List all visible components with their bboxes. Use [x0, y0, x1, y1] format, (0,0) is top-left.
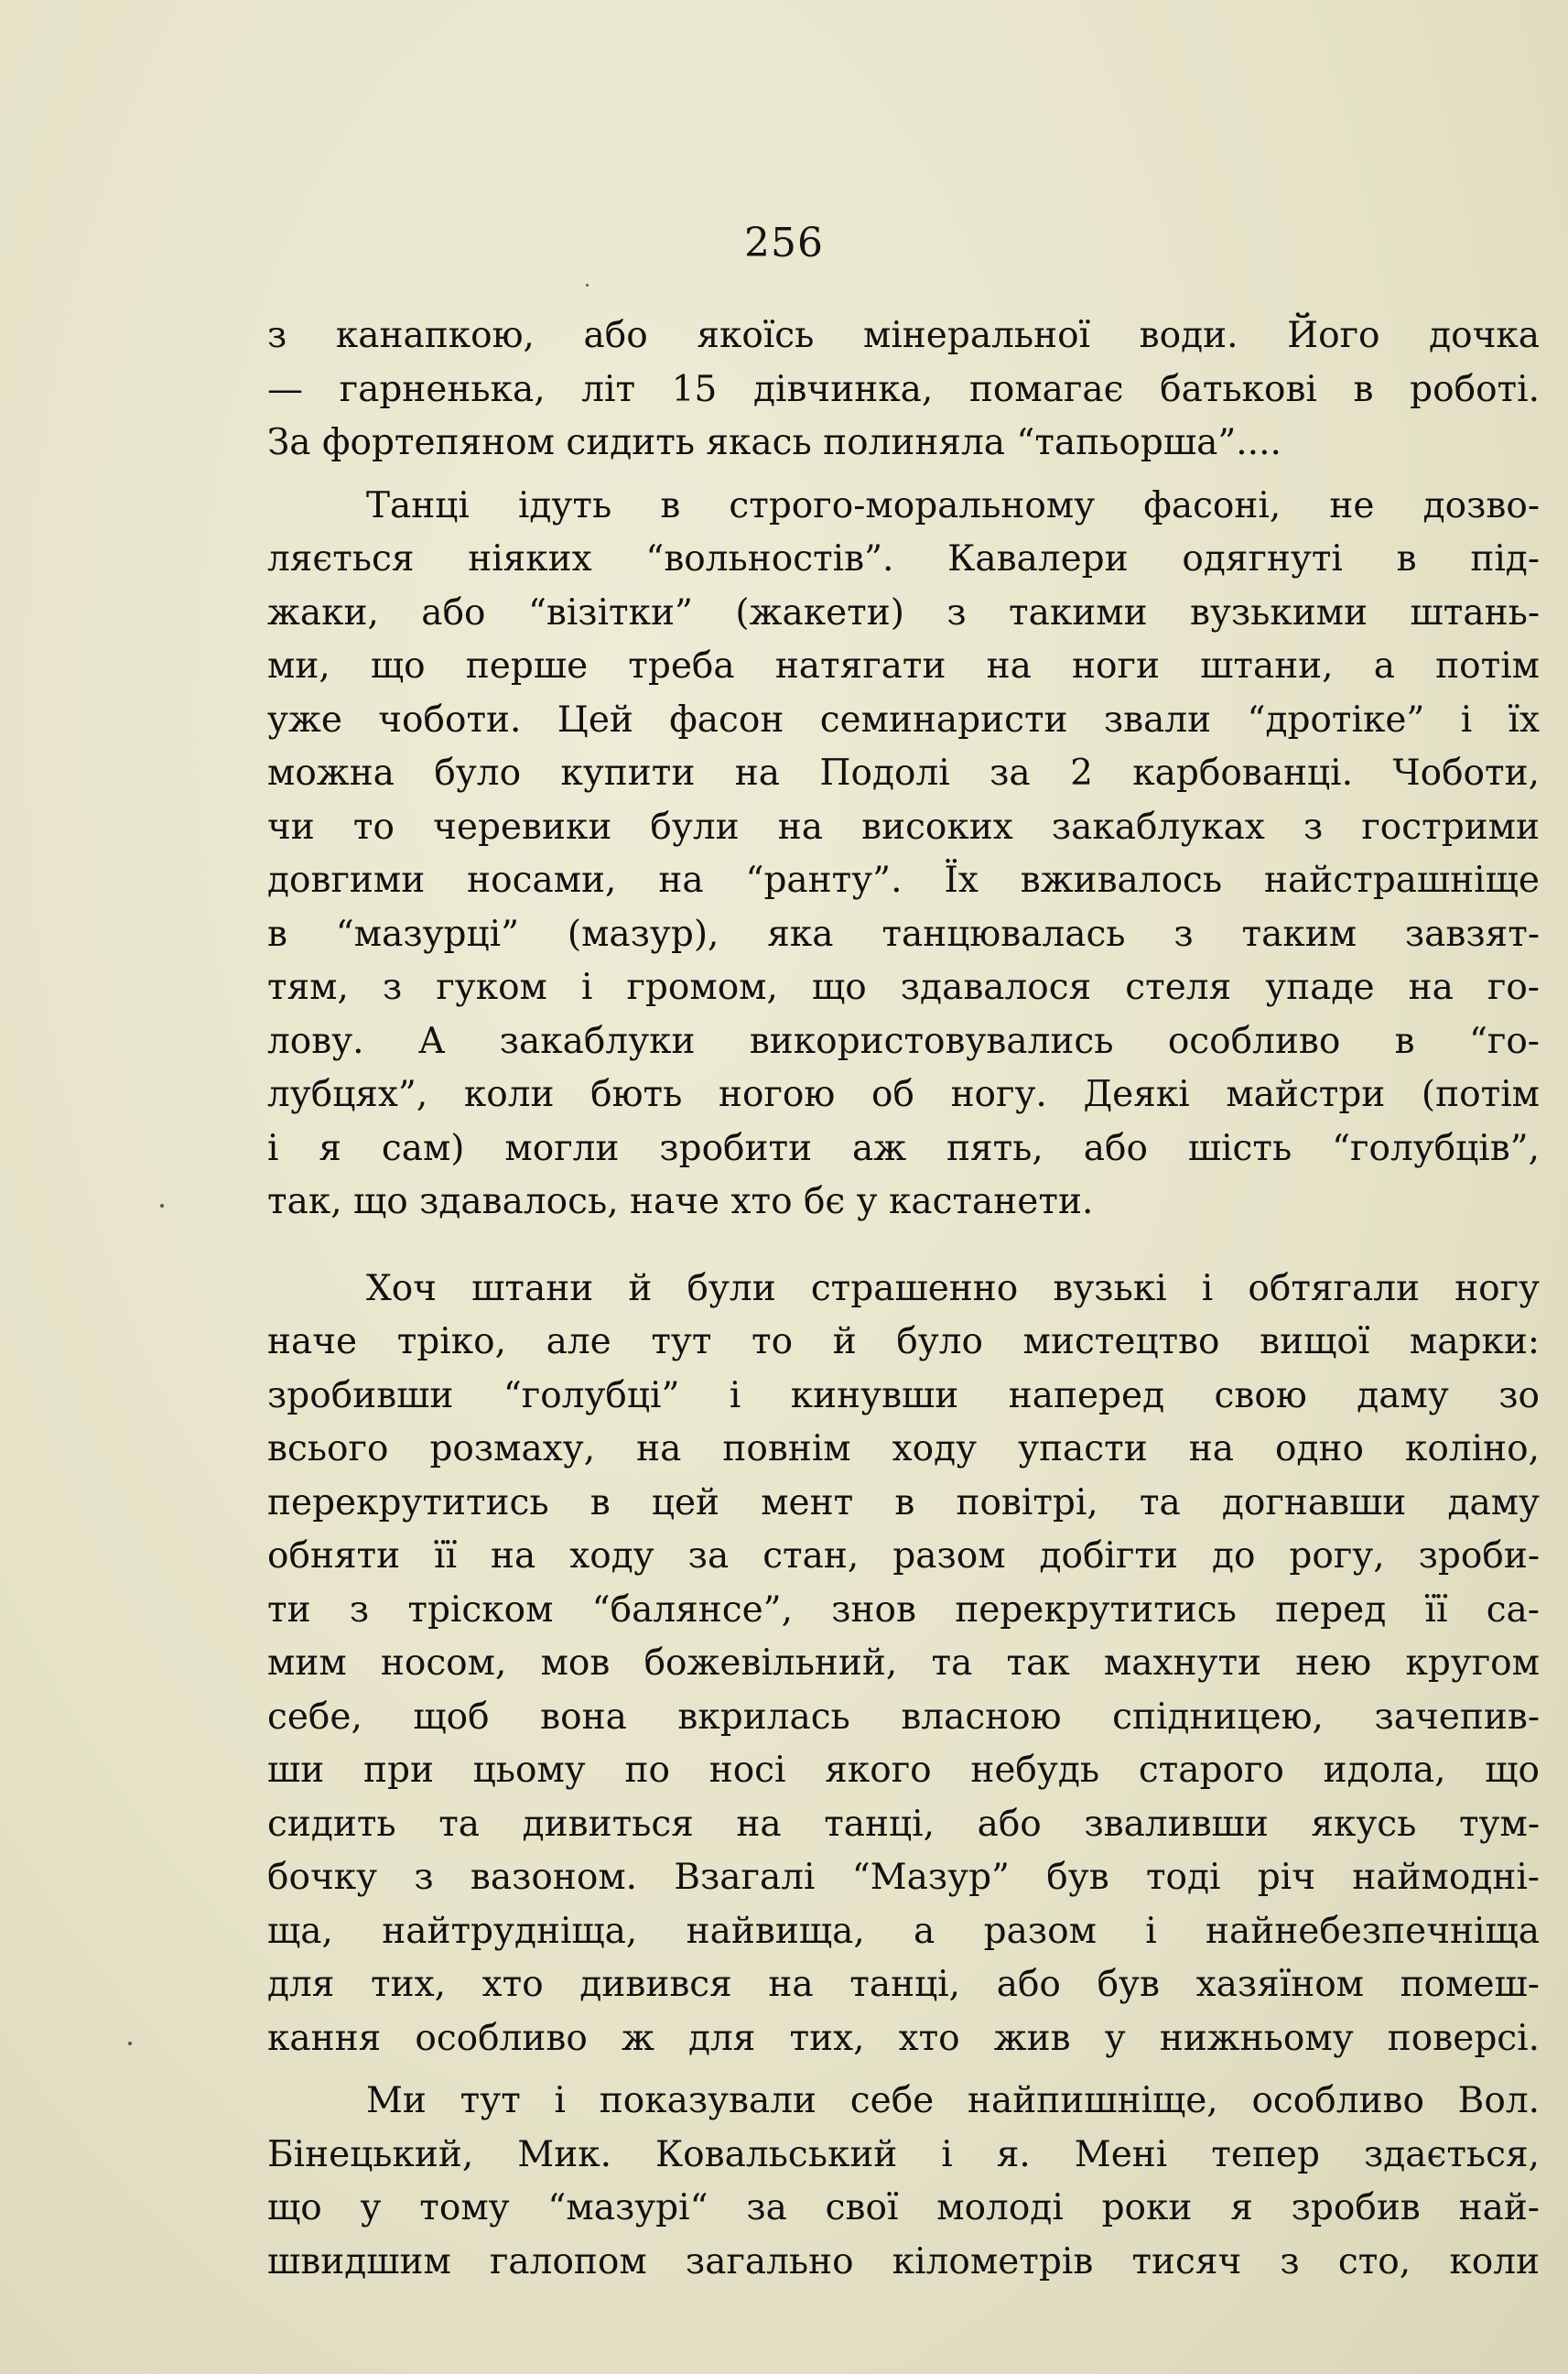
text-line: — гарненька, літ 15 дівчинка, помагає батькові в роботі.	[267, 368, 1540, 410]
text-line: Хоч штани й були страшенно вузькі і обтягали ногу	[366, 1267, 1540, 1309]
text-line: ши при цьому по носі якого небудь старого идола, що	[267, 1750, 1540, 1791]
text-line: з канапкою, або якоїсь мінеральної води. Його дочка	[267, 315, 1540, 356]
text-line: мим носом, мов божевільний, та так махнути нею кругом	[267, 1642, 1540, 1684]
text-line: жаки, або “візітки” (жакети) з такими вузькими штань-	[267, 591, 1540, 634]
paragraph-4	[267, 2075, 1540, 2289]
text-line: сидить та дивиться на танці, або зваливши якусь тум-	[267, 1803, 1540, 1845]
text-line: кання особливо ж для тих, хто жив у нижньому поверсі.	[267, 2017, 1540, 2059]
text-line: тям, з гуком і громом, що здавалося стеля упаде на го-	[267, 967, 1540, 1008]
paper-speck	[128, 2042, 132, 2045]
page-number: 256	[744, 220, 824, 266]
paper-speck	[160, 1204, 164, 1208]
text-line: себе, щоб вона вкрилась власною спідницею, зачепив-	[267, 1696, 1540, 1738]
text-line: всього розмаху, на повнім ходу упасти на одно коліно,	[267, 1428, 1540, 1469]
text-line: довгими носами, на “ранту”. Їх вживалось найстрашніще	[267, 860, 1540, 901]
text-line: що у тому “мазурі“ за свої молоді роки я зробив най-	[267, 2187, 1540, 2228]
text-line: для тих, хто дивився на танці, або був хазяїном помеш-	[267, 1964, 1540, 2005]
text-line: Танці ідуть в строго-моральному фасоні, не дозво-	[366, 484, 1540, 526]
text-line: За фортепяном сидить якась полиняла “тапьорша”....	[267, 422, 1281, 463]
text-line: перекрутитись в цей мент в повітрі, та догнавши даму	[267, 1481, 1540, 1523]
text-line: ляється ніяких “вольностів”. Кавалери одягнуті в під-	[267, 538, 1540, 580]
paragraph-1	[267, 309, 1540, 471]
text-line: лову. А закаблуки використовувались особливо в “го-	[267, 1020, 1540, 1062]
text-line: і я сам) могли зробити аж пять, або шість “голубців”,	[267, 1127, 1540, 1169]
text-line: уже чоботи. Цей фасон семинаристи звали “дротіке” і їх	[267, 699, 1540, 741]
text-line: бочку з вазоном. Взагалі “Мазур” був тоді річ наймодні-	[267, 1857, 1540, 1898]
text-line: наче тріко, але тут то й було мистецтво вищої марки:	[267, 1321, 1540, 1362]
text-line: чи то черевики були на високих закаблуках з гострими	[267, 806, 1540, 848]
text-line: в “мазурці” (мазур), яка танцювалась з таким завзят-	[267, 913, 1540, 955]
paragraph-3	[267, 1263, 1540, 2066]
text-line: лубцях”, коли бють ногою об ногу. Деякі майстри (потім	[267, 1074, 1540, 1115]
text-line: обняти її на ходу за стан, разом добігти до рогу, зроби-	[267, 1535, 1540, 1577]
text-line: ща, найтрудніща, найвища, а разом і найнебезпечніща	[267, 1910, 1540, 1952]
text-line: швидшим галопом загально кілометрів тисяч з сто, коли	[267, 2240, 1540, 2282]
text-line: Ми тут і показували себе найпишніще, особливо Вол.	[366, 2080, 1540, 2121]
text-line: зробивши “голубці” і кинувши наперед свою даму зо	[267, 1374, 1540, 1416]
text-line: так, що здавалось, наче хто бє у кастанети.	[267, 1181, 1094, 1222]
body-text	[267, 309, 1540, 2289]
paper-speck	[586, 284, 589, 287]
text-line: ти з тріском “балянсе”, знов перекрутитись перед її са-	[267, 1588, 1540, 1631]
paragraph-2	[267, 480, 1540, 1230]
text-line: можна було купити на Подолі за 2 карбованці. Чоботи,	[267, 753, 1540, 794]
text-line: ми, що перше треба натягати на ноги штани, а потім	[267, 645, 1540, 687]
text-line: Бінецький, Мик. Ковальський і я. Мені тепер здається,	[267, 2133, 1540, 2175]
